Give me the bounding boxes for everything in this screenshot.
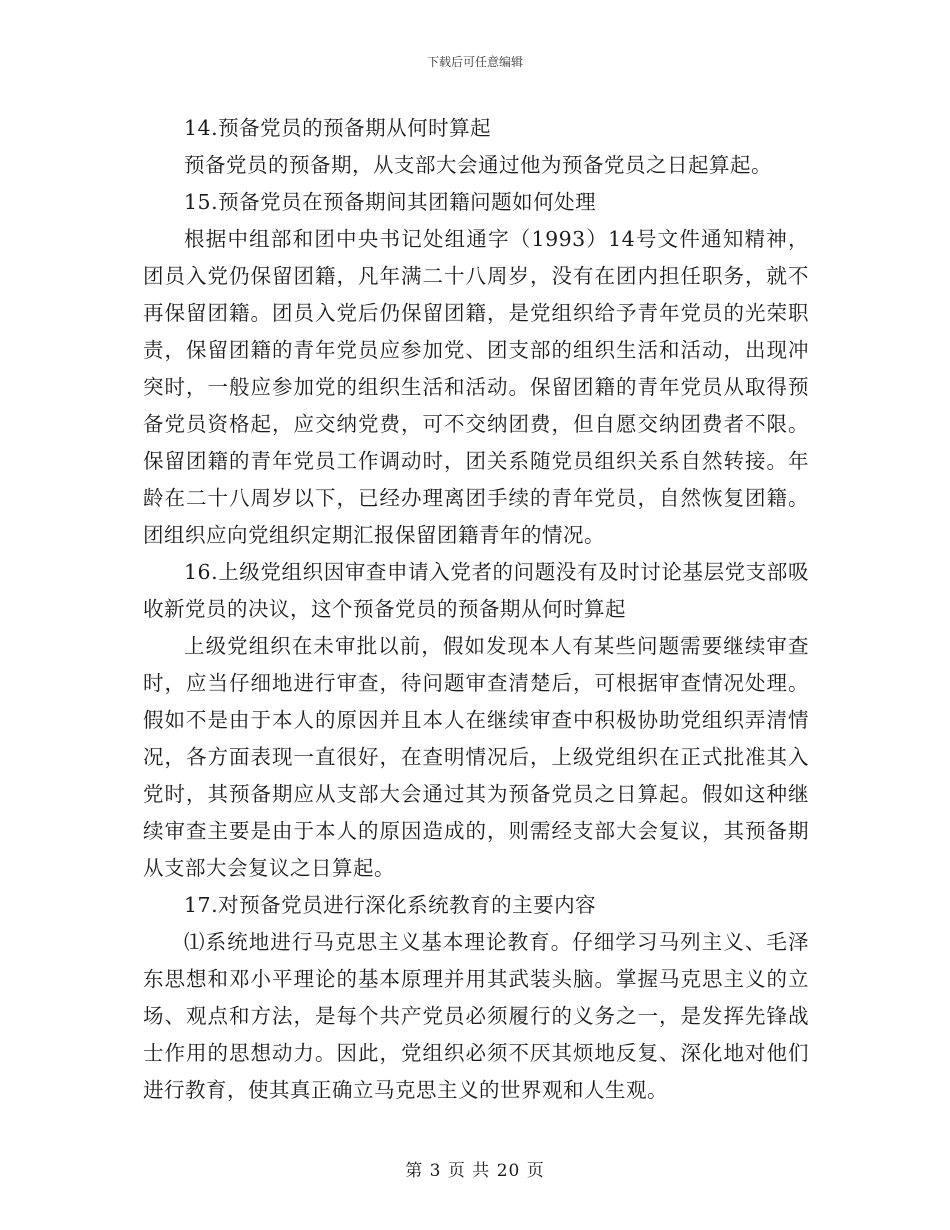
answer-14-paragraph: 预备党员的预备期，从支部大会通过他为预备党员之日起算起。 <box>184 153 772 177</box>
answer-16-paragraph: 上级党组织在未审批以前，假如发现本人有某些问题需要继续审查时，应当仔细地进行审查，待问题审查清楚后，可根据审查情况处理。假如不是由于本人的原因并且本人在继续审查中积极协助党组织弄清情况，各方面表现一直很好，在查明情况后，上级党组织在正式批准其入党时，其预备期应从支部大会通过其为预备党员之日算起。假如这种继续审查主要是由于本人的原因造成的，则需经支部大会复议，其预备期从支部大会复议之日算起。 <box>143 634 809 880</box>
page-number: 第 3 页 共 20 页 <box>405 1161 545 1181</box>
answer-15-paragraph: 根据中组部和团中央书记处组通字（1993）14号文件通知精神，团员入党仍保留团籍，凡年满二十八周岁，没有在团内担任职务，就不再保留团籍。团员入党后仍保留团籍，是党组织给予青年党员的光荣职责，保留团籍的青年党员应参加党、团支部的组织生活和活动，出现冲突时，一般应参加党的组织生活和活动。保留团籍的青年党员从取得预备党员资格起，应交纳党费，可不交纳团费，但自愿交纳团费者不限。保留团籍的青年党员工作调动时，团关系随党员组织关系自然转接。年龄在二十八周岁以下，已经办理离团手续的青年党员，自然恢复团籍。团组织应向党组织定期汇报保留团籍青年的情况。 <box>143 227 809 547</box>
question-16-heading: 16.上级党组织因审查申请入党者的问题没有及时讨论基层党支部吸收新党员的决议，这个预备党员的预备期从何时算起 <box>143 560 809 621</box>
page-header: 下载后可任意编辑 <box>426 55 523 69</box>
question-17-heading: 17.对预备党员进行深化系统教育的主要内容 <box>184 893 597 917</box>
question-14-heading: 14.预备党员的预备期从何时算起 <box>184 116 492 140</box>
document-body <box>143 110 809 1109</box>
question-15-heading: 15.预备党员在预备期间其团籍问题如何处理 <box>184 190 597 214</box>
answer-17-item-1-paragraph: ⑴系统地进行马克思主义基本理论教育。仔细学习马列主义、毛泽东思想和邓小平理论的基本原理并用其武装头脑。掌握马克思主义的立场、观点和方法，是每个共产党员必须履行的义务之一，是发挥先锋战士作用的思想动力。因此，党组织必须不厌其烦地反复、深化地对他们进行教育，使其真正确立马克思主义的世界观和人生观。 <box>143 930 809 1102</box>
